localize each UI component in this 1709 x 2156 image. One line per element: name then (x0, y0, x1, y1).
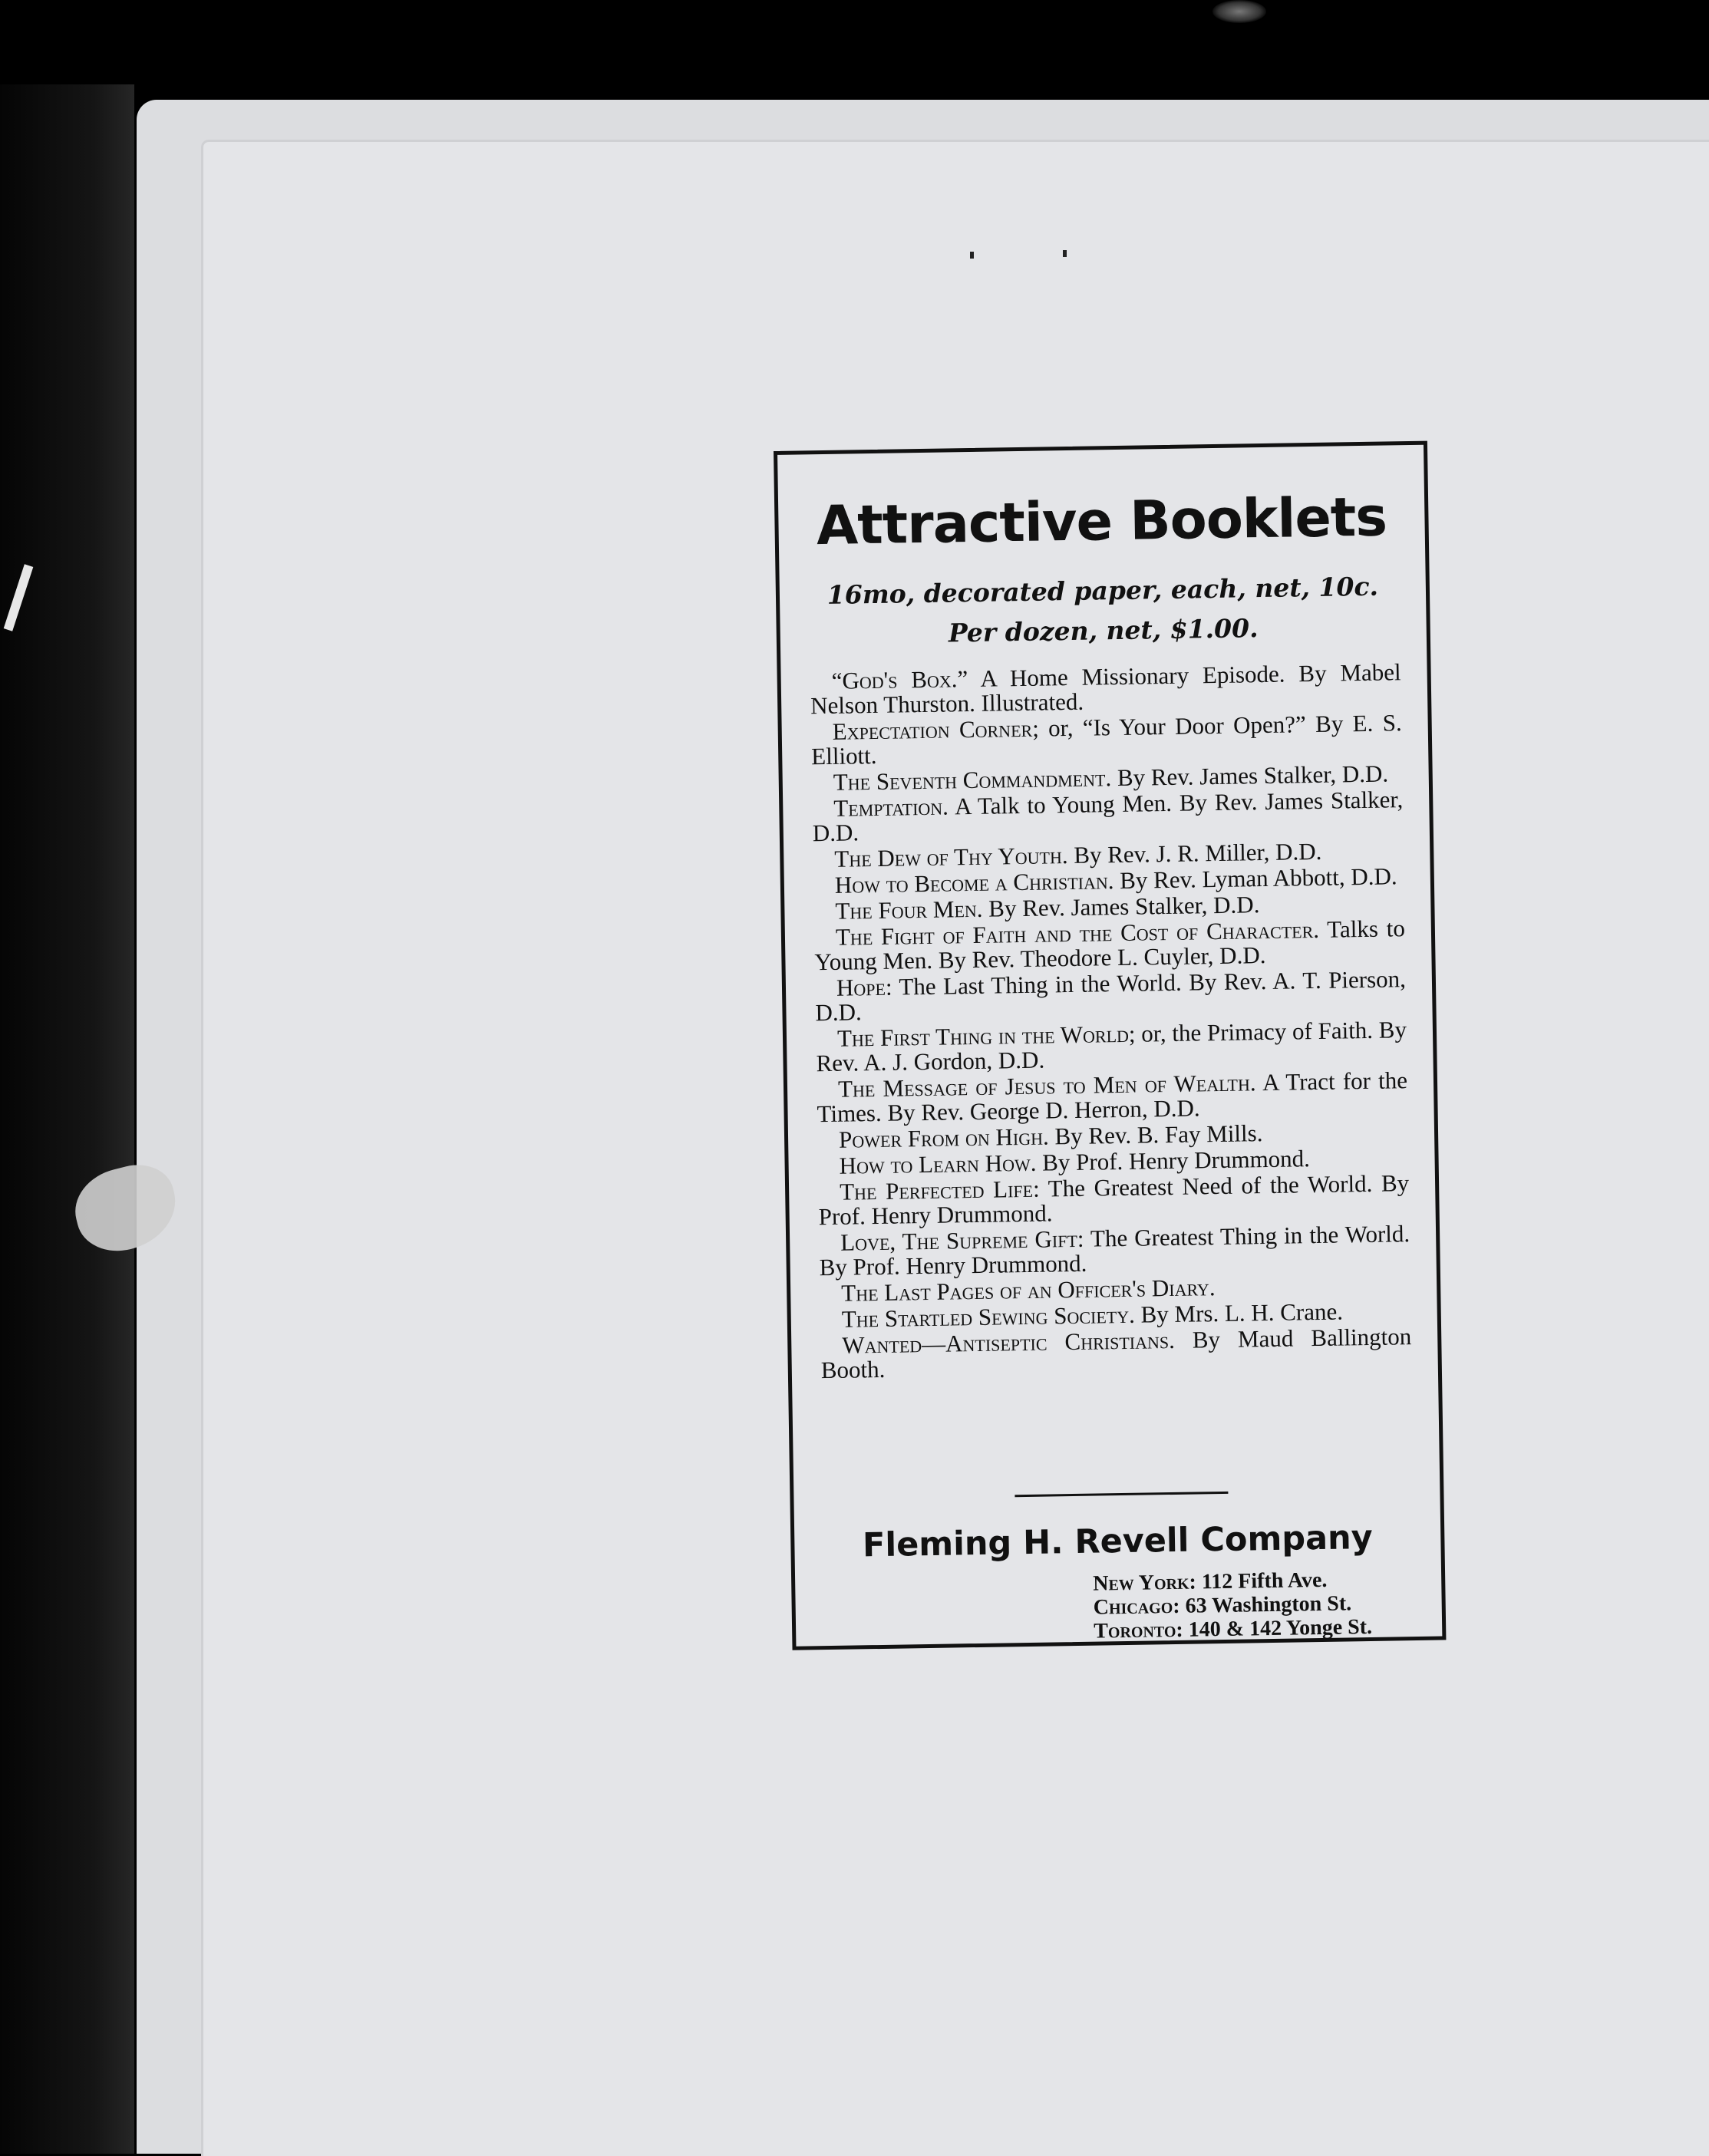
book-entry (819, 1221, 1410, 1280)
ad-title: Attractive Booklets (816, 485, 1387, 558)
book-title: Love, The Supreme Gift: (840, 1225, 1084, 1256)
book-title: The Startled Sewing Society. (841, 1301, 1136, 1333)
book-title: The Last Pages of an Officer's Diary. (840, 1274, 1216, 1307)
book-title: “God's Box.” (831, 665, 968, 694)
divider-rule (1015, 1492, 1228, 1497)
book-details: A Tract for the Times. By Rev. George D. Herron, D.D. (817, 1066, 1408, 1128)
book-title: Power From on High. (838, 1123, 1049, 1153)
book-title: Wanted—Antiseptic Christians. (842, 1326, 1176, 1359)
book-title: Hope: (836, 973, 892, 1001)
book-list (810, 660, 1412, 1384)
book-title: The Fight of Faith and the Cost of Character. (835, 915, 1320, 951)
book-title: The First Thing in the World (836, 1020, 1130, 1052)
book-title: The Message of Jesus to Men of Wealth. (837, 1069, 1256, 1103)
book-entry (810, 660, 1401, 718)
book-entry (816, 1017, 1407, 1076)
book-title: Temptation. (833, 793, 949, 822)
book-details: The Greatest Thing in the World. By Prof. Henry Drummond. (819, 1220, 1410, 1281)
scan-artifact (1212, 0, 1266, 23)
book-title: Expectation Corner (832, 714, 1033, 745)
book-title: The Four Men. (835, 895, 983, 925)
book-entry (811, 710, 1403, 769)
office-city: Toronto: (1093, 1617, 1183, 1643)
office-address: 63 Washington St. (1185, 1591, 1352, 1618)
book-entry (818, 1171, 1410, 1229)
book-details: The Greatest Need of the World. By Prof. Henry Drummond. (818, 1169, 1410, 1231)
book-details: ; or, the Primacy of Faith. By Rev. A. J. Gordon, D.D. (816, 1016, 1407, 1077)
advertisement-box (774, 441, 1446, 1650)
book-title: The Dew of Thy Youth. (834, 842, 1068, 872)
book-title: The Seventh Commandment. (833, 764, 1112, 796)
scan-dot (1063, 250, 1067, 257)
office-city: New York: (1092, 1570, 1197, 1596)
book-details: By Rev. B. Fay Mills. (1048, 1119, 1263, 1150)
book-details: By Mrs. L. H. Crane. (1134, 1297, 1344, 1328)
office-address: 140 & 142 Yonge St. (1188, 1614, 1373, 1642)
book-entry (812, 787, 1404, 846)
book-details: Talks to Young Men. By Rev. Theodore L. Cuyler, D.D. (814, 915, 1406, 976)
book-details: By Rev. James Stalker, D.D. (982, 891, 1260, 922)
office-city: Chicago: (1093, 1594, 1180, 1620)
book-entry (817, 1068, 1408, 1126)
book-details: A Home Missionary Episode. By Mabel Nelson Thurston. Illustrated. (810, 658, 1401, 720)
book-title: How to Learn How. (839, 1149, 1037, 1179)
book-details: By Rev. J. R. Miller, D.D. (1067, 837, 1322, 869)
scan-dot (970, 252, 974, 259)
book-title: How to Become a Christian. (834, 867, 1114, 898)
office-address: 112 Fifth Ave. (1201, 1568, 1328, 1594)
book-details: A Talk to Young Men. By Rev. James Stalker, D.D. (812, 786, 1404, 847)
office-line (1094, 1615, 1372, 1643)
book-details: By Rev. James Stalker, D.D. (1110, 760, 1389, 792)
book-title: The Perfected Life: (839, 1175, 1040, 1205)
book-entry (820, 1324, 1412, 1383)
publisher-offices (1093, 1568, 1372, 1643)
book-entry (814, 916, 1406, 974)
book-details: The Last Thing in the World. By Rev. A. T. Pierson, D.D. (815, 965, 1407, 1027)
book-details: By Rev. Lyman Abbott, D.D. (1113, 862, 1397, 895)
scan-dark-margin (0, 84, 134, 2154)
ad-subtitle: 16mo, decorated paper, each, net, 10c. Per dozen, net, $1.00. (826, 571, 1379, 648)
book-details: ; or, “Is Your Door Open?” By E. S. Elliott. (810, 709, 1402, 770)
publisher-name: Fleming H. Revell Company (862, 1518, 1374, 1565)
book-details: By Maud Ballington Booth. (820, 1323, 1412, 1384)
book-entry (815, 967, 1407, 1025)
book-details: By Prof. Henry Drummond. (1036, 1145, 1311, 1176)
